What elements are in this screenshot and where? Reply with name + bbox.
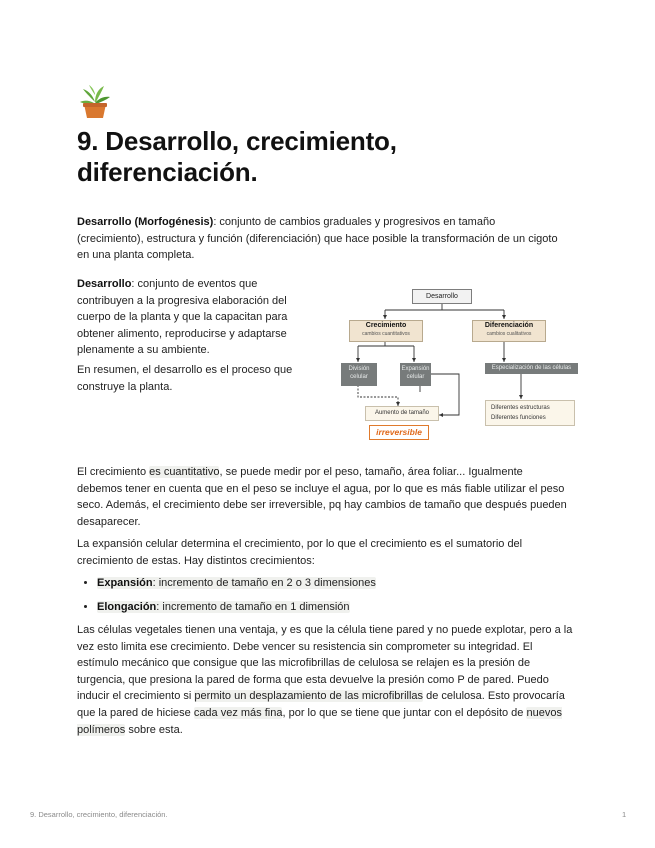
list-item [97,575,577,599]
page-title: 9. Desarrollo, crecimiento, diferenciación. [77,126,397,187]
list-item-term: Expansión [97,577,153,589]
diagram-node-expansion: Expansión celular [400,363,431,386]
crecimiento-paragraph [77,464,567,530]
pared-text-4: sobre esta. [125,723,183,736]
diagram-node-irreversible: irreversible [369,425,429,440]
development-diagram [328,282,584,444]
footer-title: 9. Desarrollo, crecimiento, diferenciación. [30,810,168,819]
list-item-term: Elongación [97,601,157,613]
diagram-node-especializacion: Especialización de las células [485,363,578,374]
desarrollo-text: : conjunto de eventos que contribuyen a la progresiva elaboración del cuerpo de la planta y que la capacitan para obtener alimento, reproducirse y adaptarse plenamente a su ambiente. [77,278,288,357]
footer-page-number: 1 [622,810,627,819]
growth-types-list [77,575,577,623]
crecimiento-sublabel: cambios cuantitativos [362,331,410,337]
diferenciacion-label: Diferenciación [484,322,534,329]
crecimiento-highlight: es cuantitativo [149,466,220,478]
diagram-node-diferenciacion [472,320,546,342]
intro-term: Desarrollo (Morfogénesis) [77,216,214,228]
pared-text-1: Las células vegetales tienen una ventaja, y es que la célula tiene pared y no puede explotar, pero a la vez esto limita ese crecimiento. Debe vencer su resistencia sin comprometer su integridad. El estímulo mecánico que consigue que las microfibrillas de celulosa se relajen es la presión de turgencia, que presiona la pared de forma que esta devuelve la presión como P de pared. Puedo inducir el crecimiento si [77,624,573,703]
funciones-label: Diferentes funciones [491,415,546,421]
potted-plant-icon [77,82,113,120]
diagram-node-aumento: Aumento de tamaño [365,406,439,421]
pared-text-2: de celulosa. Esto provocaría que la pared de hiciese [77,690,565,719]
list-item [97,599,577,623]
intro-text: : conjunto de cambios graduales y progresivos en tamaño (crecimiento), estructura y función (diferenciación) que hace posible la transformación de un cigoto en una planta completa. [77,216,558,262]
list-item-text: : incremento de tamaño en 2 o 3 dimensiones [152,577,376,589]
pared-text-3: , por lo que se tiene que juntar con el depósito de [282,706,527,719]
diagram-node-desarrollo: Desarrollo [412,289,472,304]
desarrollo-term: Desarrollo [77,278,132,290]
intro-paragraph [77,214,562,264]
expansion-paragraph: La expansión celular determina el crecimiento, por lo que el crecimiento es el sumatorio del crecimiento de estas. Hay distintos crecimientos: [77,538,523,567]
crecimiento-text-2: , se puede medir por el peso, tamaño, área foliar... Igualmente debemos tener en cuenta que en el peso se incluye el agua, por lo que es más fiable utilizar el peso seco. Además, el crecimiento debe ser irreversible, pq hay cambios de tamaño que después pueden desaparecer. [77,466,567,528]
crecimiento-label: Crecimiento [365,322,407,329]
pared-paragraph [77,622,577,738]
diferenciacion-sublabel: cambios cualitativos [486,331,532,337]
diagram-node-division: División celular [341,363,377,386]
pared-highlight-2: cada vez más fina [193,706,283,719]
list-item-text: : incremento de tamaño en 1 dimensión [156,601,350,613]
pared-highlight-1: permito un desplazamiento de las microfibrillas [194,690,424,703]
diagram-node-estructuras [485,400,575,426]
desarrollo-paragraph [77,276,309,359]
pared-highlight-3: nuevos polímeros [77,706,562,736]
crecimiento-text-1: El crecimiento [77,466,150,478]
diagram-node-crecimiento [349,320,423,342]
estructuras-label: Diferentes estructuras [491,405,550,411]
summary-paragraph: En resumen, el desarrollo es el proceso que construye la planta. [77,364,293,393]
